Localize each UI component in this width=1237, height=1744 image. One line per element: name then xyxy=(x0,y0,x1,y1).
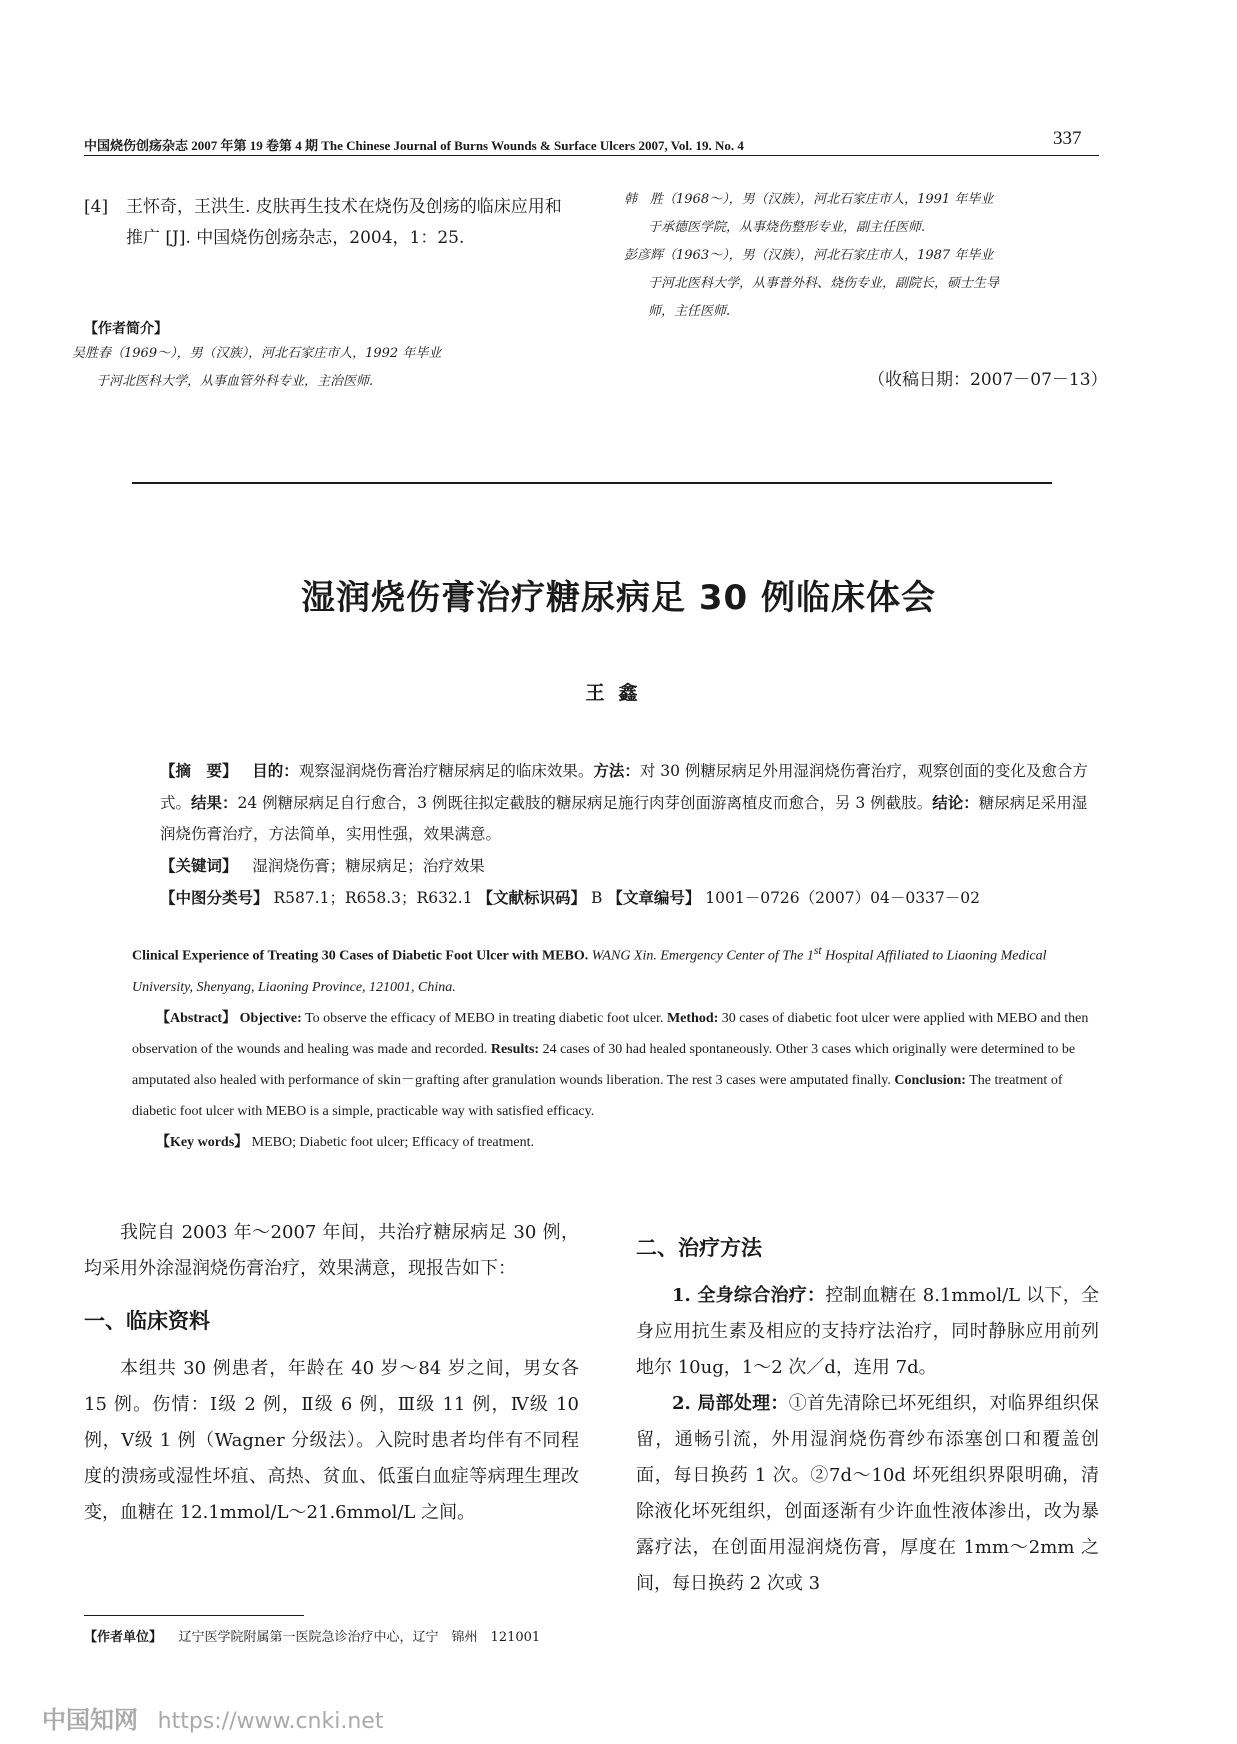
bio-line: 于河北医科大学，从事普外科、烧伤专业，副院长，硕士生导 xyxy=(648,276,1000,291)
conclusion-text: 糖尿病足采用湿润烧伤膏治疗，方法简单，实用性强，效果满意。 xyxy=(160,794,1088,843)
section-divider xyxy=(132,482,1052,484)
treatment-2-label: 2. 局部处理： xyxy=(672,1393,789,1414)
cnki-watermark xyxy=(42,1700,383,1735)
results-text: 24 例糖尿病足自行愈合，3 例既往拟定截肢的糖尿病足施行肉芽创面游离植皮而愈合，另 3 例截肢。 xyxy=(237,794,933,812)
en-results-label: Results: xyxy=(490,1041,540,1057)
reference-item xyxy=(84,192,574,254)
treatment-1-label: 1. 全身综合治疗： xyxy=(672,1285,826,1306)
method-label: 方法： xyxy=(593,761,640,780)
treatment-1-text: 控制血糖在 8.1mmol/L 以下，全身应用抗生素及相应的支持疗法治疗，同时静脉应用前列地尔 10ug，1～2 次／d，连用 7d。 xyxy=(636,1285,1099,1378)
running-header: 中国烧伤创疡杂志 2007 年第 19 卷第 4 期 The Chinese Journal of Burns Wounds & Surface Ulcers 2007, Vol. 19. No. 4 xyxy=(84,138,744,153)
received-date: （收稿日期：2007－07－13） xyxy=(868,370,1108,390)
page-number: 337 xyxy=(1053,128,1082,149)
keywords-label: 【关键词】 xyxy=(160,856,238,875)
article-no-label: 【文章编号】 xyxy=(607,888,701,907)
en-affiliation-sup: st xyxy=(813,944,822,957)
bio-line: 于河北医科大学，从事血管外科专业，主治医师. xyxy=(96,374,374,389)
en-objective-text: To observe the efficacy of MEBO in treating diabetic foot ulcer. xyxy=(305,1010,664,1026)
bio-line: 彭彦辉（1963～），男（汉族），河北石家庄市人，1987 年毕业 xyxy=(624,248,994,263)
treatment-2-text: ①首先清除已坏死组织，对临界组织保留，通畅引流，外用湿润烧伤膏纱布添塞创口和覆盖创面，每日换药 1 次。②7d～10d 坏死组织界限明确，清除液化坏死组织，创面逐渐有少许血性液体渗出，改为暴露疗法，在创面用湿润烧伤膏，厚度在 1mm～2mm 之间，每日换药 2 次或 3 xyxy=(636,1393,1100,1594)
en-keywords-text: MEBO; Diabetic foot ulcer; Efficacy of treatment. xyxy=(251,1134,535,1150)
doc-code-text: B xyxy=(590,889,603,907)
article-no-text: 1001－0726（2007）04－0337－02 xyxy=(705,889,980,907)
en-method-label: Method: xyxy=(666,1010,719,1026)
en-abstract-label: 【Abstract】 xyxy=(156,1010,237,1026)
cnki-url: https://www.cnki.net xyxy=(157,1709,384,1734)
en-title: Clinical Experience of Treating 30 Cases of Diabetic Foot Ulcer with MEBO. xyxy=(132,948,589,964)
section-heading-clinical: 一、临床资料 xyxy=(84,1309,210,1333)
reference-number: [4] xyxy=(84,197,109,217)
footnote-label: 【作者单位】 xyxy=(84,1630,163,1645)
doc-code-label: 【文献标识码】 xyxy=(477,888,587,907)
en-affiliation: WANG Xin. Emergency Center of The 1 xyxy=(591,948,814,964)
en-conclusion-label: Conclusion: xyxy=(894,1072,966,1088)
conclusion-label: 结论： xyxy=(932,793,979,812)
en-conclusion-text: The treatment of diabetic foot ulcer with MEBO is a simple, practicable way with satisfied efficacy. xyxy=(132,1072,1063,1119)
intro-paragraph: 我院自 2003 年～2007 年间，共治疗糖尿病足 30 例，均采用外涂湿润烧伤膏治疗，效果满意，现报告如下： xyxy=(84,1222,579,1279)
classification-label: 【中图分类号】 xyxy=(160,888,269,907)
classification-text: R587.1；R658.3；R632.1 xyxy=(273,889,473,907)
method-text: 对 30 例糖尿病足外用湿润烧伤膏治疗，观察创面的变化及愈合方式。 xyxy=(160,762,1088,812)
keywords-text: 湿润烧伤膏；糖尿病足；治疗效果 xyxy=(252,857,485,875)
reference-text: 王怀奇，王洪生. 皮肤再生技术在烧伤及创疡的临床应用和推广 [J]. 中国烧伤创疡杂志，2004，1：25. xyxy=(126,197,562,248)
objective-text: 观察湿润烧伤膏治疗糖尿病足的临床效果。 xyxy=(298,762,594,780)
bio-line: 吴胜春（1969～），男（汉族），河北石家庄市人，1992 年毕业 xyxy=(72,346,442,361)
footnote-text: 辽宁医学院附属第一医院急诊治疗中心，辽宁 锦州 121001 xyxy=(178,1630,541,1645)
cnki-logo-text: 中国知网 xyxy=(42,1706,138,1734)
bio-line: 师，主任医师. xyxy=(648,304,731,319)
footnote-rule xyxy=(84,1615,304,1616)
author-bio-left xyxy=(72,340,592,396)
en-affiliation-cont: Hospital Affiliated to Liaoning Medical University, Shenyang, Liaoning Province, 121001, China. xyxy=(132,948,1047,995)
section-heading-treatment: 二、治疗方法 xyxy=(636,1236,762,1260)
clinical-paragraph: 本组共 30 例患者，年龄在 40 岁～84 岁之间，男女各 15 例。伤情：Ⅰ级 2 例，Ⅱ级 6 例，Ⅲ级 11 例，Ⅳ级 10 例，Ⅴ级 1 例（Wagner 分级法）。入院时患者均伴有不同程度的溃疡或湿性坏疽、高热、贫血、低蛋白血症等病理生理改变，血糖在 12.1mmol/L～21.6mmol/L 之间。 xyxy=(84,1358,579,1523)
en-objective-label: Objective: xyxy=(239,1010,302,1026)
en-keywords-label: 【Key words】 xyxy=(156,1134,249,1150)
body-column-left xyxy=(84,1215,579,1531)
en-abstract xyxy=(132,935,1094,1158)
bio-line: 于承德医学院，从事烧伤整形专业，副主任医师. xyxy=(648,220,926,235)
objective-label: 目的： xyxy=(252,761,299,780)
author-bio-label: 【作者简介】 xyxy=(84,321,168,337)
author-bio-right xyxy=(624,186,1104,326)
en-method-text: 30 cases of diabetic foot ulcer were applied with MEBO and then observation of the wounds and healing was made and recorded. xyxy=(132,1010,1089,1057)
en-results-text: 24 cases of 30 had healed spontaneously. Other 3 cases which originally were determined to be amputated also healed with performance of skin－grafting after granulation wounds liberation. The rest 3 cases were amputated finally. xyxy=(132,1041,1076,1088)
cn-abstract xyxy=(160,755,1090,914)
abstract-label: 【摘 要】 xyxy=(160,761,238,780)
article-title: 湿润烧伤膏治疗糖尿病足 30 例临床体会 xyxy=(301,578,936,618)
footnote xyxy=(84,1626,540,1645)
header-rule xyxy=(84,155,1099,156)
results-label: 结果： xyxy=(191,793,238,812)
bio-line: 韩 胜（1968～），男（汉族），河北石家庄市人，1991 年毕业 xyxy=(624,192,994,207)
article-author: 王鑫 xyxy=(585,682,652,704)
body-column-right xyxy=(636,1230,1099,1602)
